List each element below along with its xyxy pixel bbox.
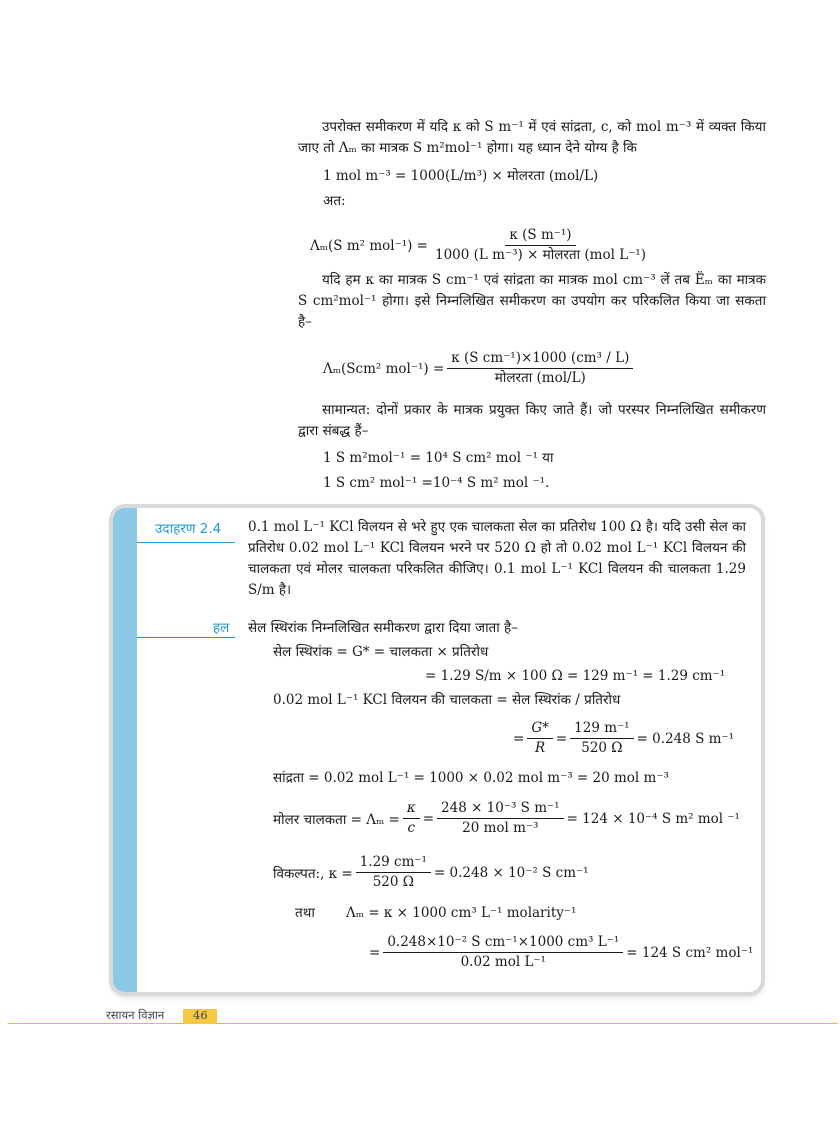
k-fraction: [403, 800, 420, 837]
final-prefix: =: [369, 944, 381, 961]
footer-rule: [8, 1023, 838, 1024]
example-tag-rule: [137, 542, 235, 543]
intro-paragraph-1: उपरोक्त समीकरण में यदि κ को S m⁻¹ में एवं सांद्रता, c, को mol m⁻³ में व्यक्त किया जाए तो Λₘ का मात्रक S m²mol⁻¹ होगा। यह ध्यान देने योग्य है कि: [298, 119, 766, 156]
final-denominator: 0.02 mol L⁻¹: [460, 954, 546, 970]
cell-constant-line: सेल स्थिरांक = G* = चालकता × प्रतिरोध: [273, 644, 489, 660]
atah-label: अत:: [323, 193, 346, 209]
molar-equals: =: [422, 810, 435, 827]
molar-lhs: मोलर चालकता = Λₘ =: [273, 811, 400, 828]
g-prefix: =: [513, 730, 525, 747]
g2-fraction: [570, 720, 633, 757]
eq1-lhs: Λₘ(S m² mol⁻¹) =: [310, 237, 428, 254]
alt-result: = 0.248 × 10⁻² S cm⁻¹: [433, 864, 589, 881]
example-box: [113, 508, 761, 992]
footer-book-title: रसायन विज्ञान: [106, 1008, 165, 1022]
eq2-numerator: κ (S cm⁻¹)×1000 (cm³ / L): [447, 350, 633, 369]
intro-paragraph-2: यदि हम κ का मात्रक S cm⁻¹ एवं सांद्रता का मात्रक mol cm⁻³ लें तब Ë̈ₘ का मात्रक S cm²mol⁻¹ होगा। इसे निम्नलिखित समीकरण का उपयोग कर परिकलित किया जा सकता है–: [298, 272, 766, 330]
footer-page-number: 46: [193, 1008, 208, 1022]
solution-intro: सेल स्थिरांक निम्नलिखित समीकरण द्वारा दिया जाता है–: [248, 620, 518, 636]
alt-lhs: विकल्पत:, κ =: [273, 865, 353, 882]
eq1-fraction: [431, 227, 650, 264]
intro-paragraph-3: सामान्यत: दोनों प्रकार के मात्रक प्रयुक्त किए जाते हैं। जो परस्पर निम्नलिखित समीकरण द्वारा संबद्ध हैं–: [298, 402, 766, 439]
eq2-lhs: Λₘ(Scm² mol⁻¹) =: [323, 360, 445, 377]
alt-denominator: 520 Ω: [372, 874, 414, 890]
molar-conductivity-equation: [273, 800, 740, 837]
g2-denominator: 520 Ω: [581, 740, 623, 756]
cell-constant-calc: = 1.29 S/m × 100 Ω = 129 m⁻¹ = 1.29 cm⁻¹: [425, 668, 726, 684]
eq1-denominator: 1000 (L m⁻³) × मोलरता (mol L⁻¹): [435, 247, 646, 263]
final-equation: [369, 934, 753, 971]
conductivity-equation: [513, 720, 734, 757]
solution-tag-rule: [137, 637, 235, 638]
relation-line-2: 1 S cm² mol⁻¹ =10⁻⁴ S m² mol ⁻¹.: [323, 475, 550, 491]
final-fraction: [383, 934, 623, 971]
eq1-numerator: κ (S m⁻¹): [505, 227, 575, 246]
g-denominator: R: [535, 740, 546, 756]
eq2-fraction: [447, 350, 633, 387]
relation-line-1: 1 S m²mol⁻¹ = 10⁴ S cm² mol ⁻¹ या: [323, 450, 554, 466]
conductivity-line: 0.02 mol L⁻¹ KCl विलयन की चालकता = सेल स्थिरांक / प्रतिरोध: [273, 692, 621, 708]
g-result: = 0.248 S m⁻¹: [636, 730, 734, 747]
g2-numerator: 129 m⁻¹: [570, 720, 633, 739]
g-fraction: [527, 720, 553, 757]
final-numerator: 0.248×10⁻² S cm⁻¹×1000 cm³ L⁻¹: [383, 934, 623, 953]
k-denominator: c: [407, 820, 416, 836]
example-tag: उदाहरण 2.4: [155, 521, 222, 537]
alt-numerator: 1.29 cm⁻¹: [356, 854, 431, 873]
g-equals: =: [555, 730, 568, 747]
k-numerator: κ: [403, 800, 420, 819]
tatha-label: तथा: [295, 905, 315, 921]
concentration-line: सांद्रता = 0.02 mol L⁻¹ = 1000 × 0.02 mol m⁻³ = 20 mol m⁻³: [273, 770, 669, 786]
final-result: = 124 S cm² mol⁻¹: [626, 944, 754, 961]
example-sidebar: [113, 508, 137, 992]
equation-2: [323, 350, 636, 387]
conversion-line: 1 mol m⁻³ = 1000(L/m³) × मोलरता (mol/L): [323, 168, 599, 184]
molar-denominator: 20 mol m⁻³: [462, 820, 539, 836]
molar-numerator: 248 × 10⁻³ S m⁻¹: [437, 800, 564, 819]
equation-1: [310, 227, 653, 264]
alt-fraction: [356, 854, 431, 891]
molar-fraction: [437, 800, 564, 837]
example-text: 0.1 mol L⁻¹ KCl विलयन से भरे हुए एक चालकता सेल का प्रतिरोध 100 Ω है। यदि उसी सेल का प्रतिरोध 0.02 mol L⁻¹ KCl विलयन भरने पर 520 Ω हो तो 0.02 mol L⁻¹ KCl विलयन की चालकता एवं मोलर चालकता परिकलित कीजिए। 0.1 mol L⁻¹ KCl विलयन की चालकता 1.29 S/m है।: [248, 519, 746, 598]
solution-tag: हल: [213, 620, 230, 636]
g-numerator: G*: [527, 720, 553, 739]
alternative-equation: [273, 854, 589, 891]
molar-result: = 124 × 10⁻⁴ S m² mol ⁻¹: [566, 810, 740, 827]
lambda-line: Λₘ = κ × 1000 cm³ L⁻¹ molarity⁻¹: [346, 905, 577, 921]
eq2-denominator: मोलरता (mol/L): [494, 370, 586, 386]
